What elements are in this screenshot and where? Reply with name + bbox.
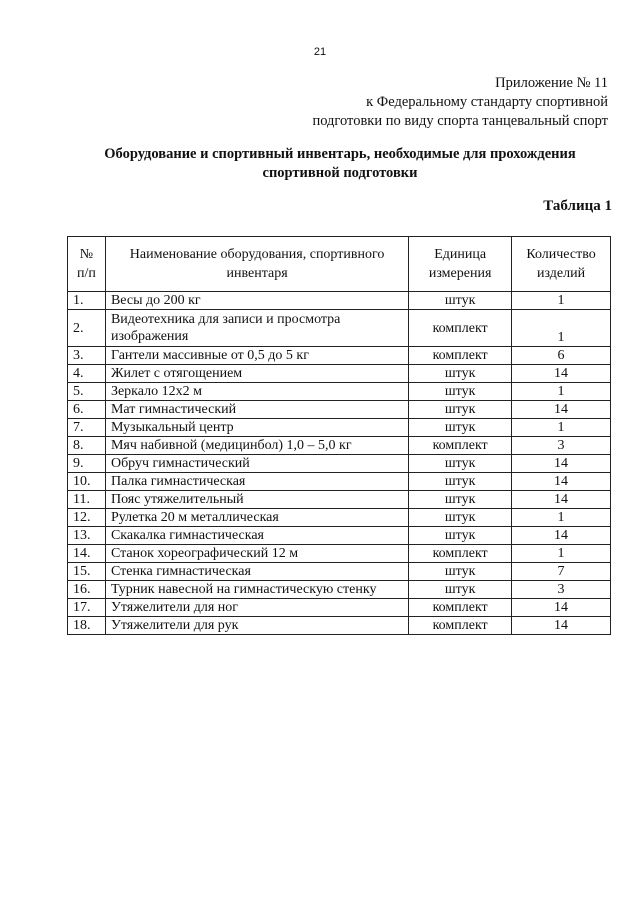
row-number: 3. (68, 347, 106, 365)
row-quantity: 1 (512, 383, 611, 401)
appendix-header (312, 74, 608, 131)
row-quantity: 3 (512, 581, 611, 599)
header-number (68, 237, 106, 292)
appendix-line-2: к Федеральному стандарту спортивной (366, 94, 608, 110)
row-unit: штук (409, 491, 512, 509)
row-number: 18. (68, 617, 106, 635)
row-number: 8. (68, 437, 106, 455)
header-unit (409, 237, 512, 292)
table-row (68, 545, 611, 563)
row-quantity: 1 (512, 310, 611, 347)
header-unit-line-2: измерения (428, 266, 492, 281)
row-number: 7. (68, 419, 106, 437)
row-unit: комплект (409, 545, 512, 563)
row-name: Турник навесной на гимнастическую стенку (105, 581, 408, 599)
row-name: Стенка гимнастическая (105, 563, 408, 581)
row-unit: штук (409, 509, 512, 527)
table-row (68, 617, 611, 635)
row-number: 17. (68, 599, 106, 617)
header-quantity (512, 237, 611, 292)
page-number: 21 (313, 46, 327, 58)
row-unit: комплект (409, 347, 512, 365)
table-header-row (68, 237, 611, 292)
row-unit: комплект (409, 437, 512, 455)
row-name: Мат гимнастический (105, 401, 408, 419)
row-quantity: 3 (512, 437, 611, 455)
table-row (68, 563, 611, 581)
row-unit: комплект (409, 617, 512, 635)
header-quantity-line-2: изделий (536, 266, 586, 281)
table-label: Таблица 1 (543, 198, 612, 214)
row-quantity: 1 (512, 419, 611, 437)
row-name: Обруч гимнастический (105, 455, 408, 473)
row-number: 15. (68, 563, 106, 581)
row-number: 9. (68, 455, 106, 473)
appendix-line-3: подготовки по виду спорта танцевальный спорт (312, 113, 608, 129)
row-name: Пояс утяжелительный (105, 491, 408, 509)
table-row (68, 581, 611, 599)
row-unit: штук (409, 292, 512, 310)
row-name: Скакалка гимнастическая (105, 527, 408, 545)
row-number: 10. (68, 473, 106, 491)
row-number: 6. (68, 401, 106, 419)
row-unit: комплект (409, 599, 512, 617)
row-name: Видеотехника для записи и просмотра изображения (105, 310, 408, 347)
row-name: Рулетка 20 м металлическая (105, 509, 408, 527)
table-row (68, 347, 611, 365)
table-row (68, 473, 611, 491)
row-quantity: 7 (512, 563, 611, 581)
row-name: Гантели массивные от 0,5 до 5 кг (105, 347, 408, 365)
header-name-line-2: инвентаря (226, 266, 288, 281)
row-quantity: 14 (512, 527, 611, 545)
row-unit: комплект (409, 310, 512, 347)
row-quantity: 14 (512, 401, 611, 419)
row-name: Мяч набивной (медицинбол) 1,0 – 5,0 кг (105, 437, 408, 455)
row-unit: штук (409, 455, 512, 473)
table-row (68, 437, 611, 455)
row-name: Музыкальный центр (105, 419, 408, 437)
header-name-line-1: Наименование оборудования, спортивного (129, 247, 385, 262)
row-unit: штук (409, 419, 512, 437)
row-quantity: 14 (512, 617, 611, 635)
row-quantity: 14 (512, 455, 611, 473)
row-number: 13. (68, 527, 106, 545)
row-name: Утяжелители для рук (105, 617, 408, 635)
table-row (68, 310, 611, 347)
row-name: Зеркало 12х2 м (105, 383, 408, 401)
row-number: 2. (68, 310, 106, 347)
header-number-line-1: № (79, 247, 94, 262)
equipment-table (67, 236, 611, 635)
row-name: Станок хореографический 12 м (105, 545, 408, 563)
row-unit: штук (409, 581, 512, 599)
row-number: 5. (68, 383, 106, 401)
row-unit: штук (409, 401, 512, 419)
row-number: 14. (68, 545, 106, 563)
row-unit: штук (409, 383, 512, 401)
table-row (68, 292, 611, 310)
row-unit: штук (409, 365, 512, 383)
table-row (68, 365, 611, 383)
row-quantity: 14 (512, 365, 611, 383)
appendix-line-1: Приложение № 11 (495, 75, 608, 91)
document-title-line-2: спортивной подготовки (262, 165, 418, 181)
row-quantity: 1 (512, 509, 611, 527)
table-row (68, 599, 611, 617)
row-name: Палка гимнастическая (105, 473, 408, 491)
header-number-line-2: п/п (77, 266, 96, 281)
row-unit: штук (409, 473, 512, 491)
row-quantity: 1 (512, 292, 611, 310)
table-row (68, 401, 611, 419)
row-number: 11. (68, 491, 106, 509)
row-quantity: 14 (512, 473, 611, 491)
table-row (68, 527, 611, 545)
row-quantity: 14 (512, 491, 611, 509)
header-quantity-line-1: Количество (526, 247, 596, 262)
table-row (68, 455, 611, 473)
row-number: 1. (68, 292, 106, 310)
row-quantity: 6 (512, 347, 611, 365)
table-row (68, 491, 611, 509)
row-unit: штук (409, 527, 512, 545)
header-unit-line-1: Единица (434, 247, 487, 262)
row-number: 12. (68, 509, 106, 527)
row-name: Весы до 200 кг (105, 292, 408, 310)
row-name: Утяжелители для ног (105, 599, 408, 617)
table-row (68, 509, 611, 527)
row-name: Жилет с отягощением (105, 365, 408, 383)
table-row (68, 419, 611, 437)
row-quantity: 14 (512, 599, 611, 617)
table-row (68, 383, 611, 401)
header-name (105, 237, 408, 292)
row-number: 16. (68, 581, 106, 599)
row-unit: штук (409, 563, 512, 581)
row-quantity: 1 (512, 545, 611, 563)
document-title (60, 145, 620, 183)
document-title-line-1: Оборудование и спортивный инвентарь, необходимые для прохождения (104, 146, 576, 162)
row-number: 4. (68, 365, 106, 383)
